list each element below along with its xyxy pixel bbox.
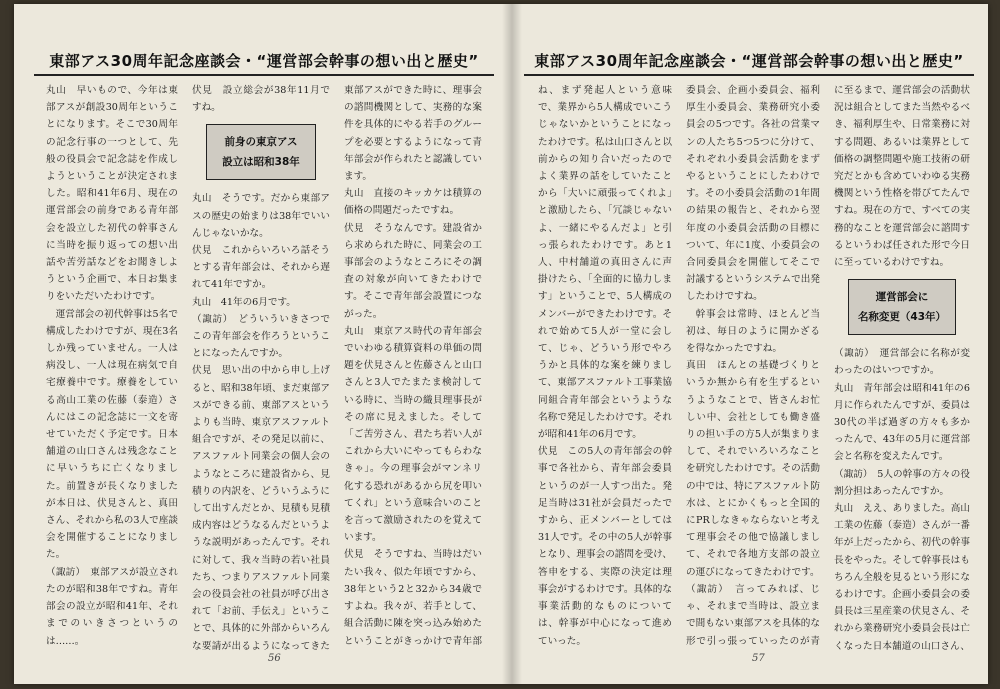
paragraph: （諏訪） 言ってみれば、じゃ、それまで当時は、設立まで間もない東部アスを具体的な形で引っ張っていったのが青 [686,583,820,647]
left-column-1 [46,82,178,652]
paragraph: 運営部会の初代幹事は5名で構成したわけですが、現在3名しか残っていません。一人は病没し、一人は現在病気で自宅療養中です。療養をしている高山工業の佐藤（泰造）さんにはこの記念誌に一文を寄せていただく予定です。日本舗道の山口さんは残念なことに早いうちに亡くなりました。前置きが長くなりましたが本日は、伏見さんと、真田さん、それから私の3人で座談会を開催することになりました。 [46,308,178,561]
paragraph: に至るまで、運営部会の活動状況は組合としてまた当然やるべき、福利厚生や、日常業務に対する問題、あるいは業界として価格の調整問題や施工技術の研究だとかも含めていわゆる実務機関という性格を帯びてたんですね。現在の方で、すべての実務的なことを運営部会に諮問するというわば任された形で今日に至っているわけですね。 [834,85,970,269]
paragraph: （諏訪） 5人の幹事の方々の役割分担はあったんですか。 [834,468,970,497]
paragraph [538,650,672,652]
left-page-header [34,48,494,78]
left-page [24,4,494,684]
box-line: 設立は昭和38年 [222,156,300,169]
right-page [524,4,984,684]
left-column-2 [192,82,330,652]
right-column-2 [686,82,820,652]
paragraph: 幹事会は常時、ほとんど当初は、毎日のように開かざるを得なかったですね。 [686,308,820,355]
right-page-title: 東部アス30周年記念座談会・“運営部会幹事の想い出と歴史” [534,52,964,70]
paragraph: 伏見 この5人の青年部会の幹事で各社から、青年部会委員というのが一人すつ出た。発足当時は31社が会員だったですから、正メンバーとしては31人です。その中の5人が幹事となり、理事会の諮問を受け、答申をする、実際の決定は理事会がするわけです。具体的な事業活動的なものについては、幹事が中心になって進めていった。 [538,446,672,647]
paragraph: 丸山 青年部会は昭和41年の6月に作られたんですが、委員は30代の半ば過ぎの方々も多かったんで、43年の5月に運営部会と名称を変えたんです。 [834,382,970,463]
paragraph: （諏訪） どういういきさつでこの青年部会を作ろうということになったんですか。 [192,313,330,360]
paragraph: 伏見 思い出の中から申し上げると、昭和38年頃、まだ東部アスができる前、東部アスというよりも当時、東京アスファルト組合ですが、その発足以前に、アスファルト同業会の個人会のようなところに建設省から、見積りの内訳を、どういうふうにして出すんだとか、見積も見積成内容はどうなるんだというような説明があったんです。それに対して、我々当時の若い社員たち、つまりアスファルト同業会の役員会社の社員が呼び出されて「お前、手伝え」ということで、具体的に外部からいろんな要請が出るようになってきた [192,365,330,652]
paragraph: 伏見 これからいろいろ話そうとする青年部会は、それから遅れて41年ですか。 [192,245,330,291]
paragraph: 丸山 41年の6月です。 [192,296,296,308]
page-number-left: 56 [268,653,281,664]
box-line: 名称変更（43年） [857,311,947,324]
paragraph: 丸山 早いもので、今年は東部アスが創設30周年ということになります。そこで30周年の記念行事の一つとして、先般の役員会で記念誌を作成しようということが決定されました。昭和41年6月、現在の運営部会の前身である青年部会を設立した初代の幹事さんに当時を振り返っての想い出話や苦労話などをお聞きしようという企画で、本日お集まりをいただいたわけです。 [46,85,178,303]
box-line: 運営部会に [875,291,929,304]
right-page-header [524,48,974,78]
paragraph: 丸山 そうです。だから東部アスの歴史の始まりは38年でいいんじゃないかな。 [192,193,330,239]
left-page-title: 東部アス30周年記念座談会・“運営部会幹事の想い出と歴史” [49,52,479,70]
section-heading-box [848,279,956,335]
book-spread [14,4,988,684]
right-column-1 [538,82,672,652]
paragraph [46,650,178,652]
paragraph: 委員会、企画小委員会、福利厚生小委員会、業務研究小委員会の5つです。各社の営業マンの人たち5つ5つに分けて、それぞれ小委員会活動をまずやるということにしたわけです。その小委員会活動の1年間の結果の報告と、それから翌年度の小委員会活動の目標について、年に1度、小委員会の合同委員会を開催してそこで討議するというシステムで出発したわけですね。 [686,85,820,303]
paragraph: （諏訪） 東部アスが設立されたのが昭和38年ですね。青年部会の設立が昭和41年、それまでのいきさつというのは……。 [46,566,178,647]
section-heading-box [206,124,316,180]
left-header-rule [34,74,494,76]
paragraph: 伏見 設立総会が38年11月ですね。 [192,85,330,114]
paragraph: 真田 ほんとの基礎づくりというか無から有を生ずるというようなことで、皆さんお忙しい中、会社としても働き盛りの担い手の方5人が集まりまして、それでいろいろなことを研究したわけです。その活動の中では、特にアスファルト防水は、とにかくもっと全国的にPRしなきゃならないと考えて理事会その他で協議しまして、それで各地方支部の設立の運びになってきたわけです。 [686,360,820,578]
book-gutter [502,4,522,684]
paragraph: 丸山 東京アス時代の青年部会でいわゆる積算資料の単価の問題を伏見さんと佐藤さんと山口さんと3人でたまたま検討している時に、当時の織貝理事長がその席に見えました。そして「ご苦労さん、君たち若い人がこれから大いにやってもらわなきゃ」。今の理事会がマンネリ化する恐れがあるから尻を叩いてくれ」という意味合いのことを言って激励されたのを覚えています。 [344,325,482,544]
left-column-3 [344,82,482,652]
page-number-right: 57 [752,653,765,664]
paragraph: 伏見 そうですね、当時はだいたい我々、似た年頃ですから、38年という2と32から34歳ですよね。我々が、若手として、組合活動に陳を突っ込み始めたということがきっかけで青年部 [344,549,482,647]
paragraph: ね、まず発起人という意味で、業界から5人構成でいこうじゃないかということになったわけです。私は山口さんと以前からの知り合いだったのでよく業界の話をしていたことから「大いに頑張ってくれよ」と激励したら、「冗談じゃないよ、一緒にやるんだよ」と引っ張られたわけです。あと1人、中村舗道の真田さんに声掛けたら、「全面的に協力します」ということで、5人構成のメンバーができたわけです。それで始めて5人が一堂に会して、じゃ、どういう形でやろうかと具体的な案を練りまして、東部アスファルト工事業協同組合青年部会というような名称で発足したわけです。それが昭和41年の6月です。 [538,85,672,441]
right-column-3 [834,82,970,652]
paragraph: 丸山 ええ、ありました。高山工業の佐藤（泰造）さんが一番年が上だったから、初代の幹事長をやった。そして幹事長はもちろん全般を見るという形になるわけです。企画小委員会の委員長は三星産業の伏見さん、それから業務研究小委員会長は亡くなった日本舗道の山口さん、 [834,503,970,652]
paragraph: 伏見 そうなんです。建設省から求められた時に、同業会の工事部会のようなところにその調査の対象が向いてきたわけです。そこで青年部会設置につながった。 [344,222,482,320]
right-header-rule [524,74,974,76]
box-line: 前身の東京アス [224,136,298,149]
paragraph: 東部アスができた時に、理事会の諮問機関として、実務的な案件を具体的にやる若手のグループを必要とするようになって青年部会が作られたと認識しています。 [344,85,482,183]
paragraph: （諏訪） 運営部会に名称が変わったのはいつですか。 [834,348,970,377]
paragraph: 丸山 直接のキッカケは積算の価格の問題だったですね。 [344,188,482,217]
